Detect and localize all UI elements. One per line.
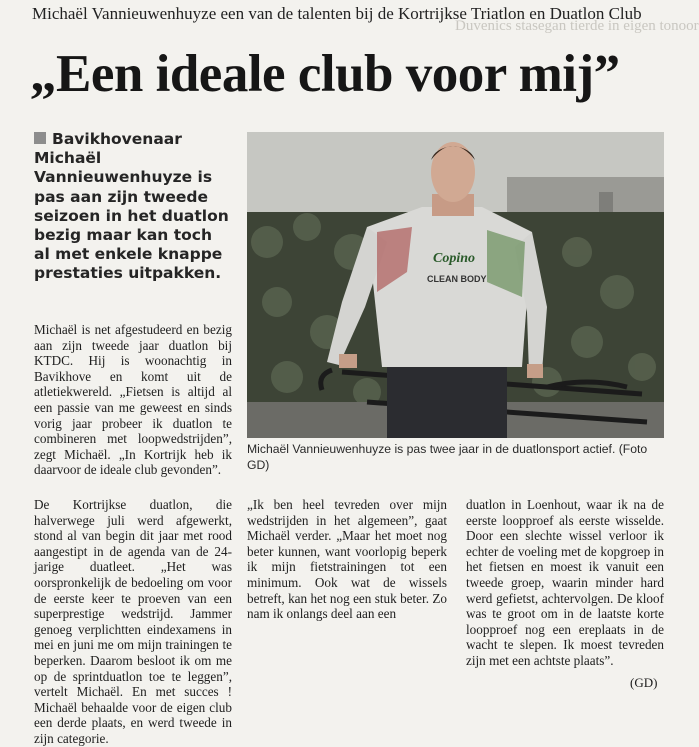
column-1-bottom [34, 497, 232, 747]
photo-illustration [247, 132, 664, 438]
lead-paragraph [34, 130, 232, 284]
ghost-bleed-text: Duvenics stasegan tierde in eigen tonoor [455, 18, 699, 34]
column-3 [466, 497, 664, 669]
column-2 [247, 497, 447, 622]
photo-caption: Michaël Vannieuwenhuyze is pas twee jaar in de duatlonsport actief. (Foto GD) [247, 442, 648, 472]
jersey-brand: Copino [433, 251, 476, 266]
photo [247, 132, 664, 438]
jersey-text: CLEAN BODY [427, 274, 487, 284]
paragraph: „Ik ben heel tevreden over mijn wedstrijden in het algemeen”, gaat Michaël verder. „Maar het moet nog beter kunnen, want voorlopig beperk ik mijn fietstrainingen tot een minimum. Ook wat de wissels betreft, kan het nog een stuk beter. Zo nam ik onlangs deel aan een [247, 497, 447, 622]
column-1-top [34, 322, 232, 478]
lead-marker-icon [34, 132, 46, 144]
headline: „Een ideale club voor mij” [30, 45, 620, 103]
paragraph: Michaël is net afgestudeerd en bezig aan zijn tweede jaar duatlon bij KTDC. Hij is woonachtig in Bavikhove en komt uit de atletiekwereld. „Fietsen is altijd al een passie van me geweest en sinds vorig jaar probeer ik duatlon te combineren met loopwedstrijden”, zegt Michaël. „In Kortrijk heb ik daarvoor de ideale club gevonden”. [34, 322, 232, 478]
author-signature: (GD) [630, 675, 658, 690]
lead-text: Bavikhovenaar Michaël Vannieuwenhuyze is pas aan zijn tweede seizoen in het duatlon bezig maar kan toch al met enkele knappe prestaties uitpakken. [34, 130, 229, 283]
paragraph: duatlon in Loenhout, waar ik na de eerste loopproef als eerste wisselde. Door een slechte wissel verloor ik echter de voeling met de kopgroep in het fietsen en moest ik vanuit een tweede groep, waarin minder hard werd gefietst, achtervolgen. De kloof was te groot om in de laatste korte loopproef nog een ereplaats in de wacht te slepen. Ik moest tevreden zijn met een achtste plaats”. [466, 497, 664, 668]
paragraph: De Kortrijkse duatlon, die halverwege juli werd afgewerkt, stond al van begin dit jaar met rood aangestipt in de agenda van de 24-jarige duatleet. „Het was oorspronkelijk de bedoeling om voor de eerste keer te proeven van een superprestige wedstrijd. Jammer genoeg verplichtten eindexamens in mei en juni me om mijn trainingen te beperken. Daarom besloot ik om me op de sprintduatlon toe te leggen”, vertelt Michaël. En met succes ! Michaël behaalde voor de eigen club een derde plaats, en werd tweede in zijn categorie. [34, 497, 232, 746]
kicker-line: Michaël Vannieuwenhuyze een van de talenten bij de Kortrijkse Triatlon en Duatlon Club [32, 4, 642, 23]
